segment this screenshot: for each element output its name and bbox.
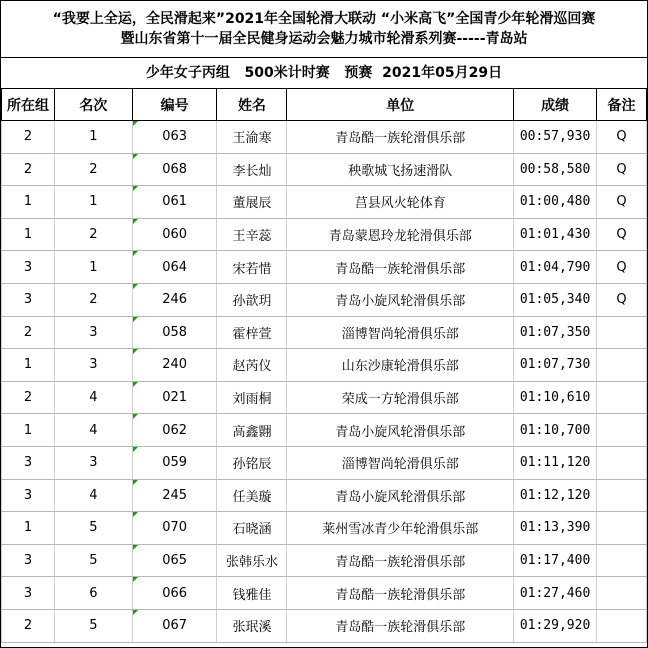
cell-result-text: 01:07,350: [519, 324, 591, 340]
header-remark: 备注: [597, 89, 647, 121]
cell-remark: [597, 283, 647, 316]
cell-name-text: 石晓涵: [232, 522, 272, 538]
cell-unit: [287, 609, 514, 642]
cell-result-text: 01:11,120: [519, 455, 591, 471]
cell-group: [2, 577, 55, 610]
cell-group: [2, 414, 55, 447]
cell-group: [2, 316, 55, 349]
cell-number: [132, 349, 217, 382]
cell-rank: [54, 218, 132, 251]
cell-number-text: 062: [162, 422, 188, 438]
cell-result-text: 00:58,580: [519, 161, 591, 177]
cell-rank-text: 5: [89, 553, 98, 569]
table-row: [2, 512, 647, 545]
cell-name: [217, 121, 287, 154]
cell-remark: [597, 381, 647, 414]
cell-group: [2, 381, 55, 414]
cell-name-text: 张珉溪: [232, 620, 272, 636]
cell-number-text: 066: [162, 585, 188, 601]
cell-rank-text: 1: [89, 129, 98, 145]
cell-unit-text: 莒县风火轮体育: [354, 196, 446, 212]
cell-remark-text: Q: [616, 259, 627, 275]
cell-result: [514, 153, 597, 186]
cell-group: [2, 153, 55, 186]
cell-unit-text: 青岛酷一族轮滑俱乐部: [335, 555, 466, 571]
cell-result: [514, 283, 597, 316]
cell-result: [514, 512, 597, 545]
header-group: 所在组: [2, 89, 55, 121]
table-row: [2, 577, 647, 610]
cell-rank-text: 2: [89, 292, 98, 308]
cell-name: [217, 283, 287, 316]
cell-remark: [597, 251, 647, 284]
cell-remark: [597, 577, 647, 610]
cell-result: [514, 316, 597, 349]
cell-unit-text: 青岛酷一族轮滑俱乐部: [335, 131, 466, 147]
table-row: [2, 251, 647, 284]
cell-remark: [597, 512, 647, 545]
cell-number-text: 058: [162, 324, 188, 340]
cell-name: [217, 381, 287, 414]
cell-number-text: 061: [162, 194, 188, 210]
cell-number: [132, 446, 217, 479]
header-unit: 单位: [287, 89, 514, 121]
cell-rank: [54, 512, 132, 545]
cell-name-text: 霍梓萱: [232, 326, 272, 342]
cell-result-text: 01:10,700: [519, 422, 591, 438]
cell-name: [217, 316, 287, 349]
cell-number-text: 064: [162, 259, 188, 275]
cell-name-text: 高鑫翾: [232, 424, 272, 440]
cell-unit-text: 莱州雪冰青少年轮滑俱乐部: [322, 522, 479, 538]
cell-rank-text: 4: [89, 422, 98, 438]
cell-name: [217, 186, 287, 219]
cell-group: [2, 349, 55, 382]
table-row: [2, 479, 647, 512]
cell-unit: [287, 186, 514, 219]
cell-result-text: 01:17,400: [519, 553, 591, 569]
cell-remark: [597, 479, 647, 512]
cell-rank-text: 2: [89, 227, 98, 243]
cell-group: [2, 544, 55, 577]
title-line-1: “我要上全运，全民滑起来”2021年全国轮滑大联动 “小米高飞”全国青少年轮滑巡回赛: [52, 11, 596, 27]
cell-remark-text: Q: [616, 227, 627, 243]
table-row: [2, 544, 647, 577]
header-name: 姓名: [217, 89, 287, 121]
table-row: [2, 609, 647, 642]
cell-unit: [287, 446, 514, 479]
cell-number-text: 067: [162, 618, 188, 634]
cell-rank-text: 3: [89, 324, 98, 340]
cell-name: [217, 414, 287, 447]
cell-name: [217, 153, 287, 186]
cell-result: [514, 446, 597, 479]
cell-remark: [597, 414, 647, 447]
cell-group: [2, 512, 55, 545]
cell-rank: [54, 283, 132, 316]
table-row: [2, 121, 647, 154]
cell-number-text: 070: [162, 520, 188, 536]
cell-unit-text: 青岛小旋风轮滑俱乐部: [335, 489, 466, 505]
cell-number: [132, 121, 217, 154]
cell-group-text: 2: [23, 618, 33, 634]
cell-result: [514, 121, 597, 154]
cell-result-text: 01:10,610: [519, 390, 591, 406]
cell-number-text: 068: [162, 161, 188, 177]
cell-name-text: 任美璇: [232, 489, 272, 505]
cell-remark: [597, 446, 647, 479]
cell-name-text: 王辛蕊: [232, 229, 272, 245]
table-row: [2, 186, 647, 219]
cell-comment-marker-icon: [133, 186, 138, 191]
cell-rank-text: 4: [89, 390, 98, 406]
cell-group: [2, 446, 55, 479]
cell-name-text: 刘雨桐: [232, 392, 272, 408]
cell-comment-marker-icon: [133, 317, 138, 322]
cell-remark: [597, 218, 647, 251]
cell-name-text: 孙铭辰: [232, 457, 272, 473]
table-row: [2, 349, 647, 382]
cell-name-text: 钱雅佳: [232, 587, 272, 603]
cell-number-text: 063: [162, 129, 188, 145]
cell-remark: [597, 316, 647, 349]
cell-unit-text: 淄博智尚轮滑俱乐部: [341, 457, 459, 473]
cell-group-text: 3: [23, 553, 33, 569]
cell-comment-marker-icon: [133, 610, 138, 615]
cell-remark-text: Q: [616, 292, 627, 308]
cell-remark-text: Q: [616, 161, 627, 177]
cell-remark: [597, 349, 647, 382]
header-rank: 名次: [54, 89, 132, 121]
cell-group: [2, 251, 55, 284]
cell-unit: [287, 316, 514, 349]
cell-comment-marker-icon: [133, 480, 138, 485]
cell-name: [217, 251, 287, 284]
cell-rank: [54, 577, 132, 610]
cell-comment-marker-icon: [133, 349, 138, 354]
cell-remark: [597, 153, 647, 186]
cell-number: [132, 544, 217, 577]
cell-rank: [54, 153, 132, 186]
cell-unit-text: 青岛酷一族轮滑俱乐部: [335, 620, 466, 636]
cell-unit: [287, 544, 514, 577]
cell-unit-text: 青岛酷一族轮滑俱乐部: [335, 261, 466, 277]
cell-rank: [54, 121, 132, 154]
cell-number-text: 246: [162, 292, 188, 308]
cell-number: [132, 186, 217, 219]
cell-rank: [54, 381, 132, 414]
cell-remark: [597, 186, 647, 219]
cell-result-text: 00:57,930: [519, 129, 591, 145]
table-row: [2, 153, 647, 186]
cell-unit: [287, 414, 514, 447]
cell-rank: [54, 414, 132, 447]
cell-comment-marker-icon: [133, 121, 138, 126]
cell-group-text: 1: [23, 227, 33, 243]
cell-comment-marker-icon: [133, 414, 138, 419]
cell-unit-text: 青岛小旋风轮滑俱乐部: [335, 294, 466, 310]
cell-rank: [54, 609, 132, 642]
cell-name-text: 王渝寒: [232, 131, 272, 147]
table-row: [2, 283, 647, 316]
cell-group-text: 2: [23, 129, 33, 145]
cell-group: [2, 121, 55, 154]
cell-group-text: 1: [23, 194, 33, 210]
cell-name: [217, 512, 287, 545]
results-table: [1, 88, 647, 643]
cell-result-text: 01:12,120: [519, 487, 591, 503]
cell-comment-marker-icon: [133, 382, 138, 387]
cell-rank-text: 1: [89, 194, 98, 210]
cell-name-text: 赵芮仪: [232, 359, 272, 375]
cell-group: [2, 283, 55, 316]
cell-number: [132, 414, 217, 447]
cell-unit: [287, 218, 514, 251]
cell-result: [514, 381, 597, 414]
header-number: 编号: [132, 89, 217, 121]
cell-number: [132, 218, 217, 251]
cell-rank: [54, 186, 132, 219]
cell-name-text: 李长灿: [232, 163, 272, 179]
cell-number: [132, 316, 217, 349]
cell-unit: [287, 349, 514, 382]
cell-rank: [54, 349, 132, 382]
cell-remark-text: Q: [616, 194, 627, 210]
table-row: [2, 381, 647, 414]
cell-remark: [597, 121, 647, 154]
cell-comment-marker-icon: [133, 545, 138, 550]
cell-result: [514, 186, 597, 219]
cell-number: [132, 381, 217, 414]
cell-unit: [287, 251, 514, 284]
cell-result: [514, 218, 597, 251]
cell-result: [514, 414, 597, 447]
header-row: [2, 89, 647, 121]
cell-result-text: 01:00,480: [519, 194, 591, 210]
cell-number-text: 245: [162, 487, 188, 503]
cell-unit: [287, 283, 514, 316]
cell-group-text: 2: [23, 161, 33, 177]
cell-group-text: 3: [23, 259, 33, 275]
cell-group-text: 3: [23, 292, 33, 308]
cell-unit: [287, 381, 514, 414]
table-row: [2, 316, 647, 349]
table-row: [2, 446, 647, 479]
cell-group: [2, 218, 55, 251]
cell-name: [217, 544, 287, 577]
cell-result: [514, 479, 597, 512]
cell-unit-text: 青岛小旋风轮滑俱乐部: [335, 424, 466, 440]
cell-unit-text: 青岛酷一族轮滑俱乐部: [335, 587, 466, 603]
cell-rank: [54, 251, 132, 284]
cell-name-text: 张韩乐水: [225, 555, 278, 571]
cell-result: [514, 349, 597, 382]
cell-group-text: 2: [23, 324, 33, 340]
cell-number: [132, 283, 217, 316]
cell-group: [2, 479, 55, 512]
cell-name: [217, 479, 287, 512]
cell-rank-text: 6: [89, 585, 98, 601]
cell-group: [2, 609, 55, 642]
cell-result-text: 01:29,920: [519, 618, 591, 634]
cell-rank-text: 5: [89, 520, 98, 536]
cell-unit: [287, 479, 514, 512]
cell-rank-text: 3: [89, 357, 98, 373]
cell-number: [132, 609, 217, 642]
cell-rank: [54, 479, 132, 512]
cell-name: [217, 577, 287, 610]
cell-unit: [287, 121, 514, 154]
cell-rank-text: 2: [89, 161, 98, 177]
cell-name: [217, 446, 287, 479]
cell-name-text: 宋若惜: [232, 261, 272, 277]
event-subtitle: 少年女子丙组 500米计时赛 预赛 2021年05月29日: [1, 57, 647, 89]
cell-number: [132, 577, 217, 610]
table-row: [2, 218, 647, 251]
cell-number: [132, 512, 217, 545]
cell-unit-text: 淄博智尚轮滑俱乐部: [341, 326, 459, 342]
cell-group-text: 1: [23, 520, 33, 536]
cell-result-text: 01:13,390: [519, 520, 591, 536]
cell-remark-text: Q: [616, 129, 627, 145]
cell-group-text: 1: [23, 422, 33, 438]
cell-comment-marker-icon: [133, 447, 138, 452]
cell-rank: [54, 544, 132, 577]
cell-rank-text: 4: [89, 487, 98, 503]
cell-number: [132, 153, 217, 186]
cell-unit-text: 山东沙康轮滑俱乐部: [341, 359, 459, 375]
cell-number-text: 060: [162, 227, 188, 243]
cell-comment-marker-icon: [133, 512, 138, 517]
cell-rank-text: 5: [89, 618, 98, 634]
cell-rank-text: 3: [89, 455, 98, 471]
title-line-2: 暨山东省第十一届全民健身运动会魅力城市轮滑系列赛-----青岛站: [120, 31, 528, 47]
cell-result: [514, 251, 597, 284]
cell-name: [217, 218, 287, 251]
cell-comment-marker-icon: [133, 154, 138, 159]
cell-comment-marker-icon: [133, 284, 138, 289]
cell-remark: [597, 609, 647, 642]
cell-result-text: 01:07,730: [519, 357, 591, 373]
cell-group-text: 1: [23, 357, 33, 373]
cell-comment-marker-icon: [133, 219, 138, 224]
cell-result: [514, 609, 597, 642]
cell-group-text: 3: [23, 585, 33, 601]
cell-comment-marker-icon: [133, 577, 138, 582]
cell-unit: [287, 512, 514, 545]
cell-unit-text: 秧歌城飞扬速滑队: [348, 163, 453, 179]
cell-rank: [54, 316, 132, 349]
table-row: [2, 414, 647, 447]
cell-number: [132, 479, 217, 512]
cell-result: [514, 577, 597, 610]
cell-group-text: 2: [23, 390, 33, 406]
cell-result-text: 01:05,340: [519, 292, 591, 308]
cell-name: [217, 609, 287, 642]
cell-group: [2, 186, 55, 219]
cell-number-text: 065: [162, 553, 188, 569]
cell-number-text: 021: [162, 390, 188, 406]
cell-rank: [54, 446, 132, 479]
cell-remark: [597, 544, 647, 577]
cell-name-text: 孙歆玥: [232, 294, 272, 310]
header-result: 成绩: [514, 89, 597, 121]
cell-unit: [287, 153, 514, 186]
cell-number: [132, 251, 217, 284]
cell-comment-marker-icon: [133, 251, 138, 256]
cell-number-text: 240: [162, 357, 188, 373]
cell-result: [514, 544, 597, 577]
cell-number-text: 059: [162, 455, 188, 471]
cell-unit-text: 荣成一方轮滑俱乐部: [341, 392, 459, 408]
cell-result-text: 01:27,460: [519, 585, 591, 601]
cell-result-text: 01:04,790: [519, 259, 591, 275]
cell-name-text: 董展辰: [232, 196, 272, 212]
cell-unit-text: 青岛蒙恩玲龙轮滑俱乐部: [328, 229, 472, 245]
cell-rank-text: 1: [89, 259, 98, 275]
cell-result-text: 01:01,430: [519, 227, 591, 243]
cell-unit: [287, 577, 514, 610]
cell-group-text: 3: [23, 455, 33, 471]
cell-name: [217, 349, 287, 382]
cell-group-text: 3: [23, 487, 33, 503]
